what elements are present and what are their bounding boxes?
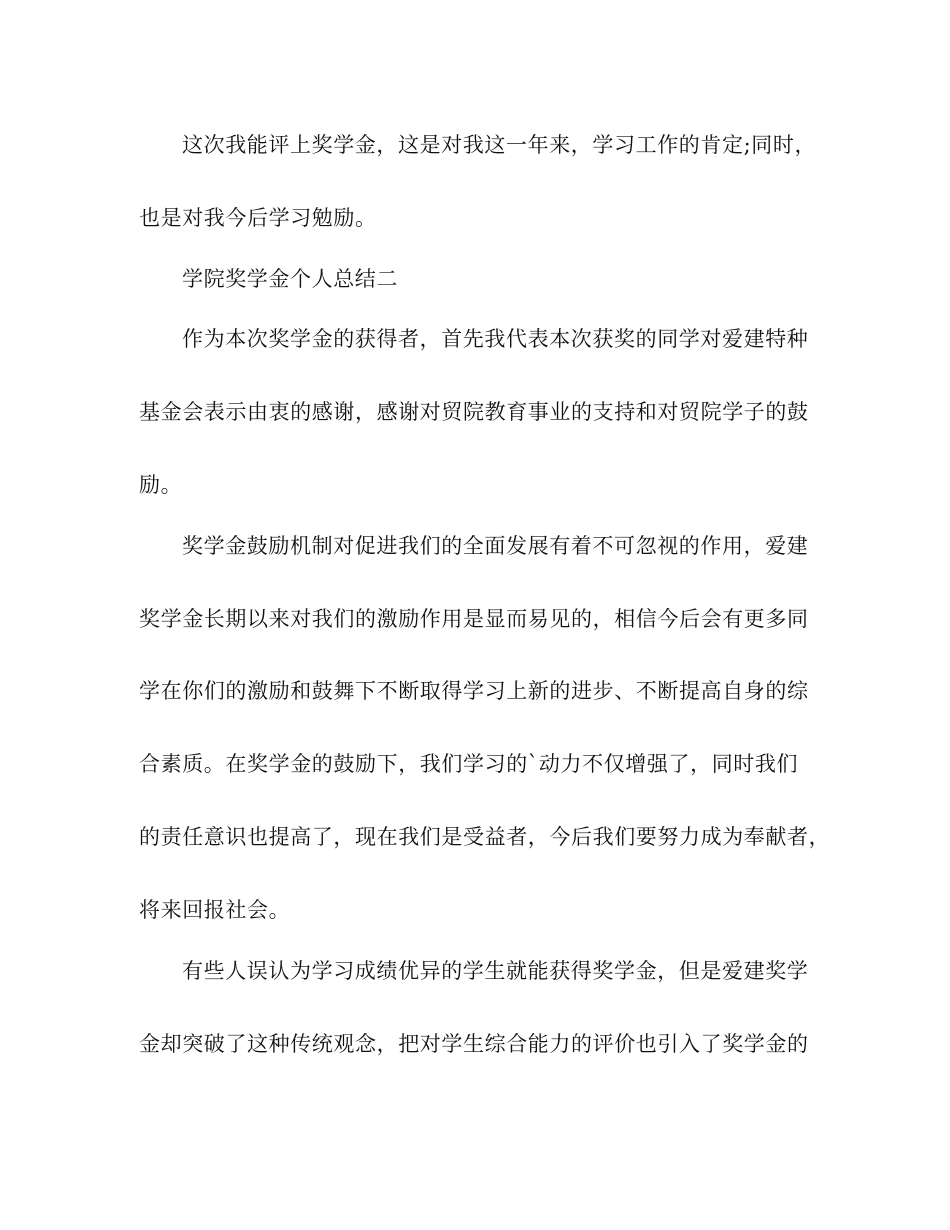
paragraph-line: 合素质。在奖学金的鼓励下，我们学习的`动力不仅增强了，同时我们 <box>139 752 799 776</box>
paragraph-line: 有些人误认为学习成绩优异的学生就能获得奖学金，但是爱建奖学 <box>182 959 809 983</box>
paragraph-line: 作为本次奖学金的获得者，首先我代表本次获奖的同学对爱建特种 <box>182 327 809 351</box>
paragraph-line: 也是对我今后学习勉励。 <box>139 206 377 230</box>
paragraph-line: 奖学金鼓励机制对促进我们的全面发展有着不可忽视的作用，爱建 <box>182 534 809 558</box>
paragraph-line: 金却突破了这种传统观念，把对学生综合能力的评价也引入了奖学金的 <box>139 1032 809 1056</box>
paragraph-line: 励。 <box>139 473 183 497</box>
paragraph-line: 基金会表示由衷的感谢，感谢对贸院教育事业的支持和对贸院学子的鼓 <box>139 400 809 424</box>
paragraph-line: 将来回报社会。 <box>139 898 291 922</box>
section-heading: 学院奖学金个人总结二 <box>182 267 398 291</box>
paragraph-line: 这次我能评上奖学金，这是对我这一年来，学习工作的肯定;同时， <box>182 133 817 157</box>
paragraph-line: 奖学金长期以来对我们的激励作用是显而易见的，相信今后会有更多同 <box>139 607 809 631</box>
paragraph-line: 学在你们的激励和鼓舞下不断取得学习上新的进步、不断提高自身的综 <box>139 679 809 703</box>
paragraph-line: 的责任意识也提高了，现在我们是受益者，今后我们要努力成为奉献者， <box>139 825 831 849</box>
